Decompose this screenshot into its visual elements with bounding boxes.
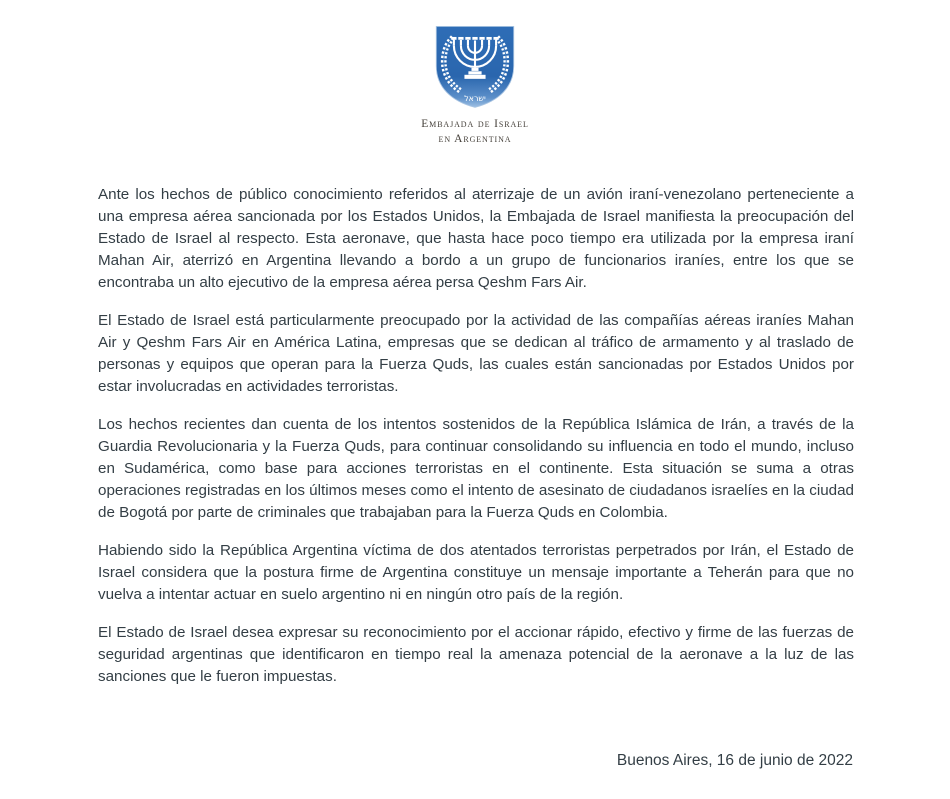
paragraph-2: El Estado de Israel está particularmente preocupado por la actividad de las compañías aéreas iraníes Mahan Air y Qeshm Fars Air en América Latina, empresas que se dedican al tráfico de armamento y al traslado de personas y equipos que operan para la Fuerza Quds, las cuales están sancionadas por Estados Unidos por estar involucradas en actividades terroristas. — [98, 312, 854, 395]
emblem-hebrew-label: ישראל — [464, 94, 486, 104]
paragraph-3: Los hechos recientes dan cuenta de los intentos sostenidos de la República Islámica de Irán, a través de la Guardia Revolucionaria y la Fuerza Quds, para continuar consolidando su influencia en todo el mundo, incluso en Sudamérica, como base para acciones terroristas en el continente. Esta situación se suma a otras operaciones registradas en los últimos meses como el intento de asesinato de ciudadanos israelíes en la ciudad de Bogotá por parte de criminales que trabajaban para la Fuerza Quds en Colombia. — [98, 416, 854, 521]
embassy-name — [0, 117, 950, 147]
embassy-name-line2: en Argentina — [438, 133, 512, 145]
paragraph-1: Ante los hechos de público conocimiento referidos al aterrizaje de un avión iraní-venezolano perteneciente a una empresa aérea sancionada por los Estados Unidos, la Embajada de Israel manifiesta la preocupación del Estado de Israel al respecto. Esta aeronave, que hasta hace poco tiempo era utilizada por la empresa iraní Mahan Air, aterrizó en Argentina llevando a bordo a un grupo de funcionarios iraníes, entre los que se encontraba un alto ejecutivo de la empresa aérea persa Qeshm Fars Air. — [98, 186, 854, 291]
letter-body — [98, 184, 854, 704]
dateline: Buenos Aires, 16 de junio de 2022 — [616, 752, 853, 769]
embassy-name-line1: Embajada de Israel — [421, 118, 529, 130]
letterhead — [0, 20, 950, 147]
paragraph-4: Habiendo sido la República Argentina víctima de dos atentados terroristas perpetrados por Irán, el Estado de Israel considera que la postura firme de Argentina constituye un mensaje importante a Teherán para que no vuelva a intentar actuar en suelo argentino ni en ningún otro país de la región. — [98, 542, 854, 603]
israel-coat-of-arms-icon — [431, 20, 519, 112]
paragraph-5: El Estado de Israel desea expresar su reconocimiento por el accionar rápido, efectivo y firme de las fuerzas de seguridad argentinas que identificaron en tiempo real la amenaza potencial de la aeronave a la luz de las sanciones que le fueron impuestas. — [98, 624, 854, 685]
